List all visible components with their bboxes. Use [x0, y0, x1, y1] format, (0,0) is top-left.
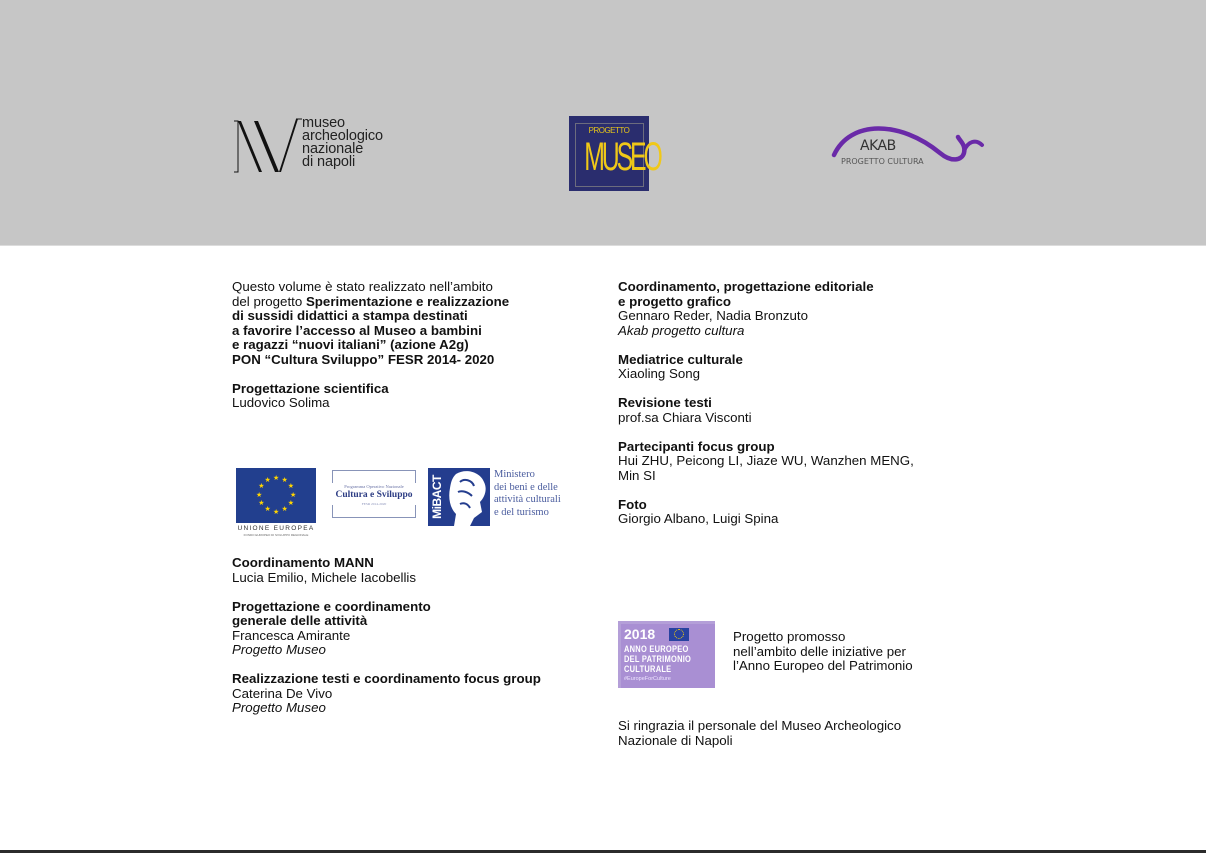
- eu-star-icon: ★: [273, 474, 280, 482]
- intro-line: di sussidi didattici a stampa destinati: [232, 308, 468, 323]
- project-title: Sperimentazione e realizzazione: [305, 293, 510, 309]
- credit-names: Gennaro Reder, Nadia Bronzuto: [618, 308, 808, 323]
- eu-flag-icon: [669, 628, 689, 641]
- credit-title: Coordinamento, progettazione editoriale: [618, 279, 874, 294]
- credit-names: Francesca Amirante: [232, 627, 351, 643]
- eyh-line: CULTURALE: [624, 664, 672, 674]
- pon-line2: Cultura e Sviluppo: [335, 490, 413, 500]
- pon-bracket-bottom: [332, 505, 416, 518]
- mann-m-icon: [232, 115, 302, 175]
- eyh-line: DEL PATRIMONIO: [624, 654, 692, 664]
- credit-names: Hui ZHU, Peicong LI, Jiaze WU, Wanzhen MENG,: [618, 453, 914, 468]
- intro-block: [232, 280, 602, 367]
- ministry-line: dei beni e delle: [494, 481, 558, 493]
- credit-texts: [232, 672, 602, 716]
- intro-line: e ragazzi “nuovi italiani” (azione A2g): [232, 337, 469, 352]
- credit-org: Progetto Museo: [232, 642, 326, 657]
- eu-label: UNIONE EUROPEA: [237, 525, 315, 532]
- credit-general: [232, 600, 602, 658]
- mibact-head-icon: [446, 468, 490, 526]
- credit-title: Progettazione scientifica: [232, 380, 389, 396]
- european-year-caption: [733, 630, 913, 674]
- progetto-museo-logo: [569, 116, 660, 191]
- header-band: [0, 0, 1206, 246]
- eu-star-icon: ★: [287, 483, 294, 490]
- thanks-line: Nazionale di Napoli: [618, 732, 733, 748]
- mann-line: nazionale: [302, 141, 364, 157]
- credit-title: Mediatrice culturale: [618, 351, 743, 367]
- caption-line: l’Anno Europeo del Patrimonio: [733, 658, 913, 673]
- credit-names: Lucia Emilio, Michele Iacobellis: [232, 569, 417, 585]
- intro-line: [232, 295, 602, 310]
- mibact-abbr: MiBACT: [430, 475, 444, 519]
- mann-line: archeologico: [302, 128, 384, 144]
- caption-line: nell’ambito delle iniziative per: [733, 643, 906, 659]
- mann-line: di napoli: [302, 154, 356, 170]
- eu-star-icon: ★: [264, 506, 271, 514]
- pon-logo: [332, 470, 414, 518]
- left-column: [232, 280, 602, 425]
- eu-star-icon: ★: [281, 506, 288, 514]
- eu-flag-icon: [236, 468, 316, 523]
- eu-star-icon: ★: [258, 500, 265, 507]
- credit-title: generale delle attività: [232, 613, 368, 628]
- intro-line: Questo volume è stato realizzato nell’ambito: [232, 279, 493, 294]
- mann-line: museo: [302, 115, 346, 131]
- credit-title: Realizzazione testi e coordinamento focus group: [232, 671, 541, 686]
- hashtag: #EuropeForCulture: [624, 676, 671, 682]
- pon-line3: FESR 2014-2020: [361, 502, 387, 506]
- pon-bracket-top: [332, 470, 416, 483]
- pon-line1: Programma Operativo Nazionale: [344, 484, 404, 489]
- acknowledgement: [618, 719, 901, 748]
- eu-star-icon: ★: [258, 483, 265, 490]
- credit-focus-group: [618, 440, 988, 484]
- credit-names: Giorgio Albano, Luigi Spina: [618, 511, 779, 526]
- progetto-label: PROGETTO: [588, 126, 630, 135]
- credit-names: Xiaoling Song: [618, 366, 701, 381]
- ministry-line: Ministero: [494, 469, 535, 480]
- caption-line: Progetto promosso: [733, 629, 846, 644]
- eu-star-icon: ★: [264, 476, 271, 484]
- eu-star-icon: ★: [281, 476, 288, 484]
- credit-names: prof.sa Chiara Visconti: [618, 409, 752, 425]
- eu-star-icon: ★: [290, 491, 297, 499]
- credit-names: Min SI: [618, 467, 656, 483]
- akab-name: AKAB: [860, 138, 896, 154]
- eu-sublabel: FONDO EUROPEO DI SVILUPPO REGIONALE: [243, 533, 309, 537]
- intro-line: PON “Cultura Sviluppo” FESR 2014- 2020: [232, 351, 495, 367]
- left-column-lower: [232, 556, 602, 730]
- thanks-line: Si ringrazia il personale del Museo Archeologico: [618, 718, 902, 733]
- credit-title: Foto: [618, 496, 647, 512]
- akab-subtitle: PROGETTO CULTURA: [841, 157, 924, 166]
- intro-prefix: del progetto: [232, 293, 306, 309]
- intro-line: a favorire l’accesso al Museo a bambini: [232, 322, 482, 338]
- credit-scientific: [232, 382, 602, 411]
- akab-wave-icon: [830, 115, 985, 175]
- credit-title: Revisione testi: [618, 395, 712, 410]
- mann-logo: [232, 115, 432, 175]
- credit-title: Progettazione e coordinamento: [232, 598, 431, 614]
- credit-title: e progetto grafico: [618, 293, 732, 309]
- eu-star-icon: ★: [287, 500, 294, 507]
- credit-mediator: [618, 353, 988, 382]
- ministry-line: attività culturali: [494, 494, 561, 505]
- credit-photo: [618, 498, 988, 527]
- ministry-text: [494, 469, 561, 519]
- credit-revision: [618, 396, 988, 425]
- eu-star-icon: ★: [256, 491, 263, 499]
- credit-title: Coordinamento MANN: [232, 555, 374, 570]
- eu-star-icon: ★: [273, 508, 280, 516]
- museo-label: MUSEO: [584, 135, 660, 179]
- credit-org: Progetto Museo: [232, 700, 326, 715]
- ministry-line: e del turismo: [494, 506, 549, 518]
- year-label: 2018: [624, 626, 656, 642]
- credit-org: Akab progetto cultura: [618, 322, 745, 338]
- credit-names: Caterina De Vivo: [232, 685, 333, 701]
- credit-names: Ludovico Solima: [232, 395, 330, 410]
- credit-mann: [232, 556, 602, 585]
- eyh-line: ANNO EUROPEO: [624, 644, 689, 654]
- european-year-logo: [618, 621, 715, 688]
- credit-title: Partecipanti focus group: [618, 438, 775, 454]
- mann-text: [302, 117, 383, 169]
- akab-logo: [830, 115, 985, 175]
- mibact-logo: [428, 468, 490, 526]
- credit-editorial: [618, 280, 988, 338]
- funding-logos: [232, 465, 592, 540]
- right-column: [618, 280, 988, 541]
